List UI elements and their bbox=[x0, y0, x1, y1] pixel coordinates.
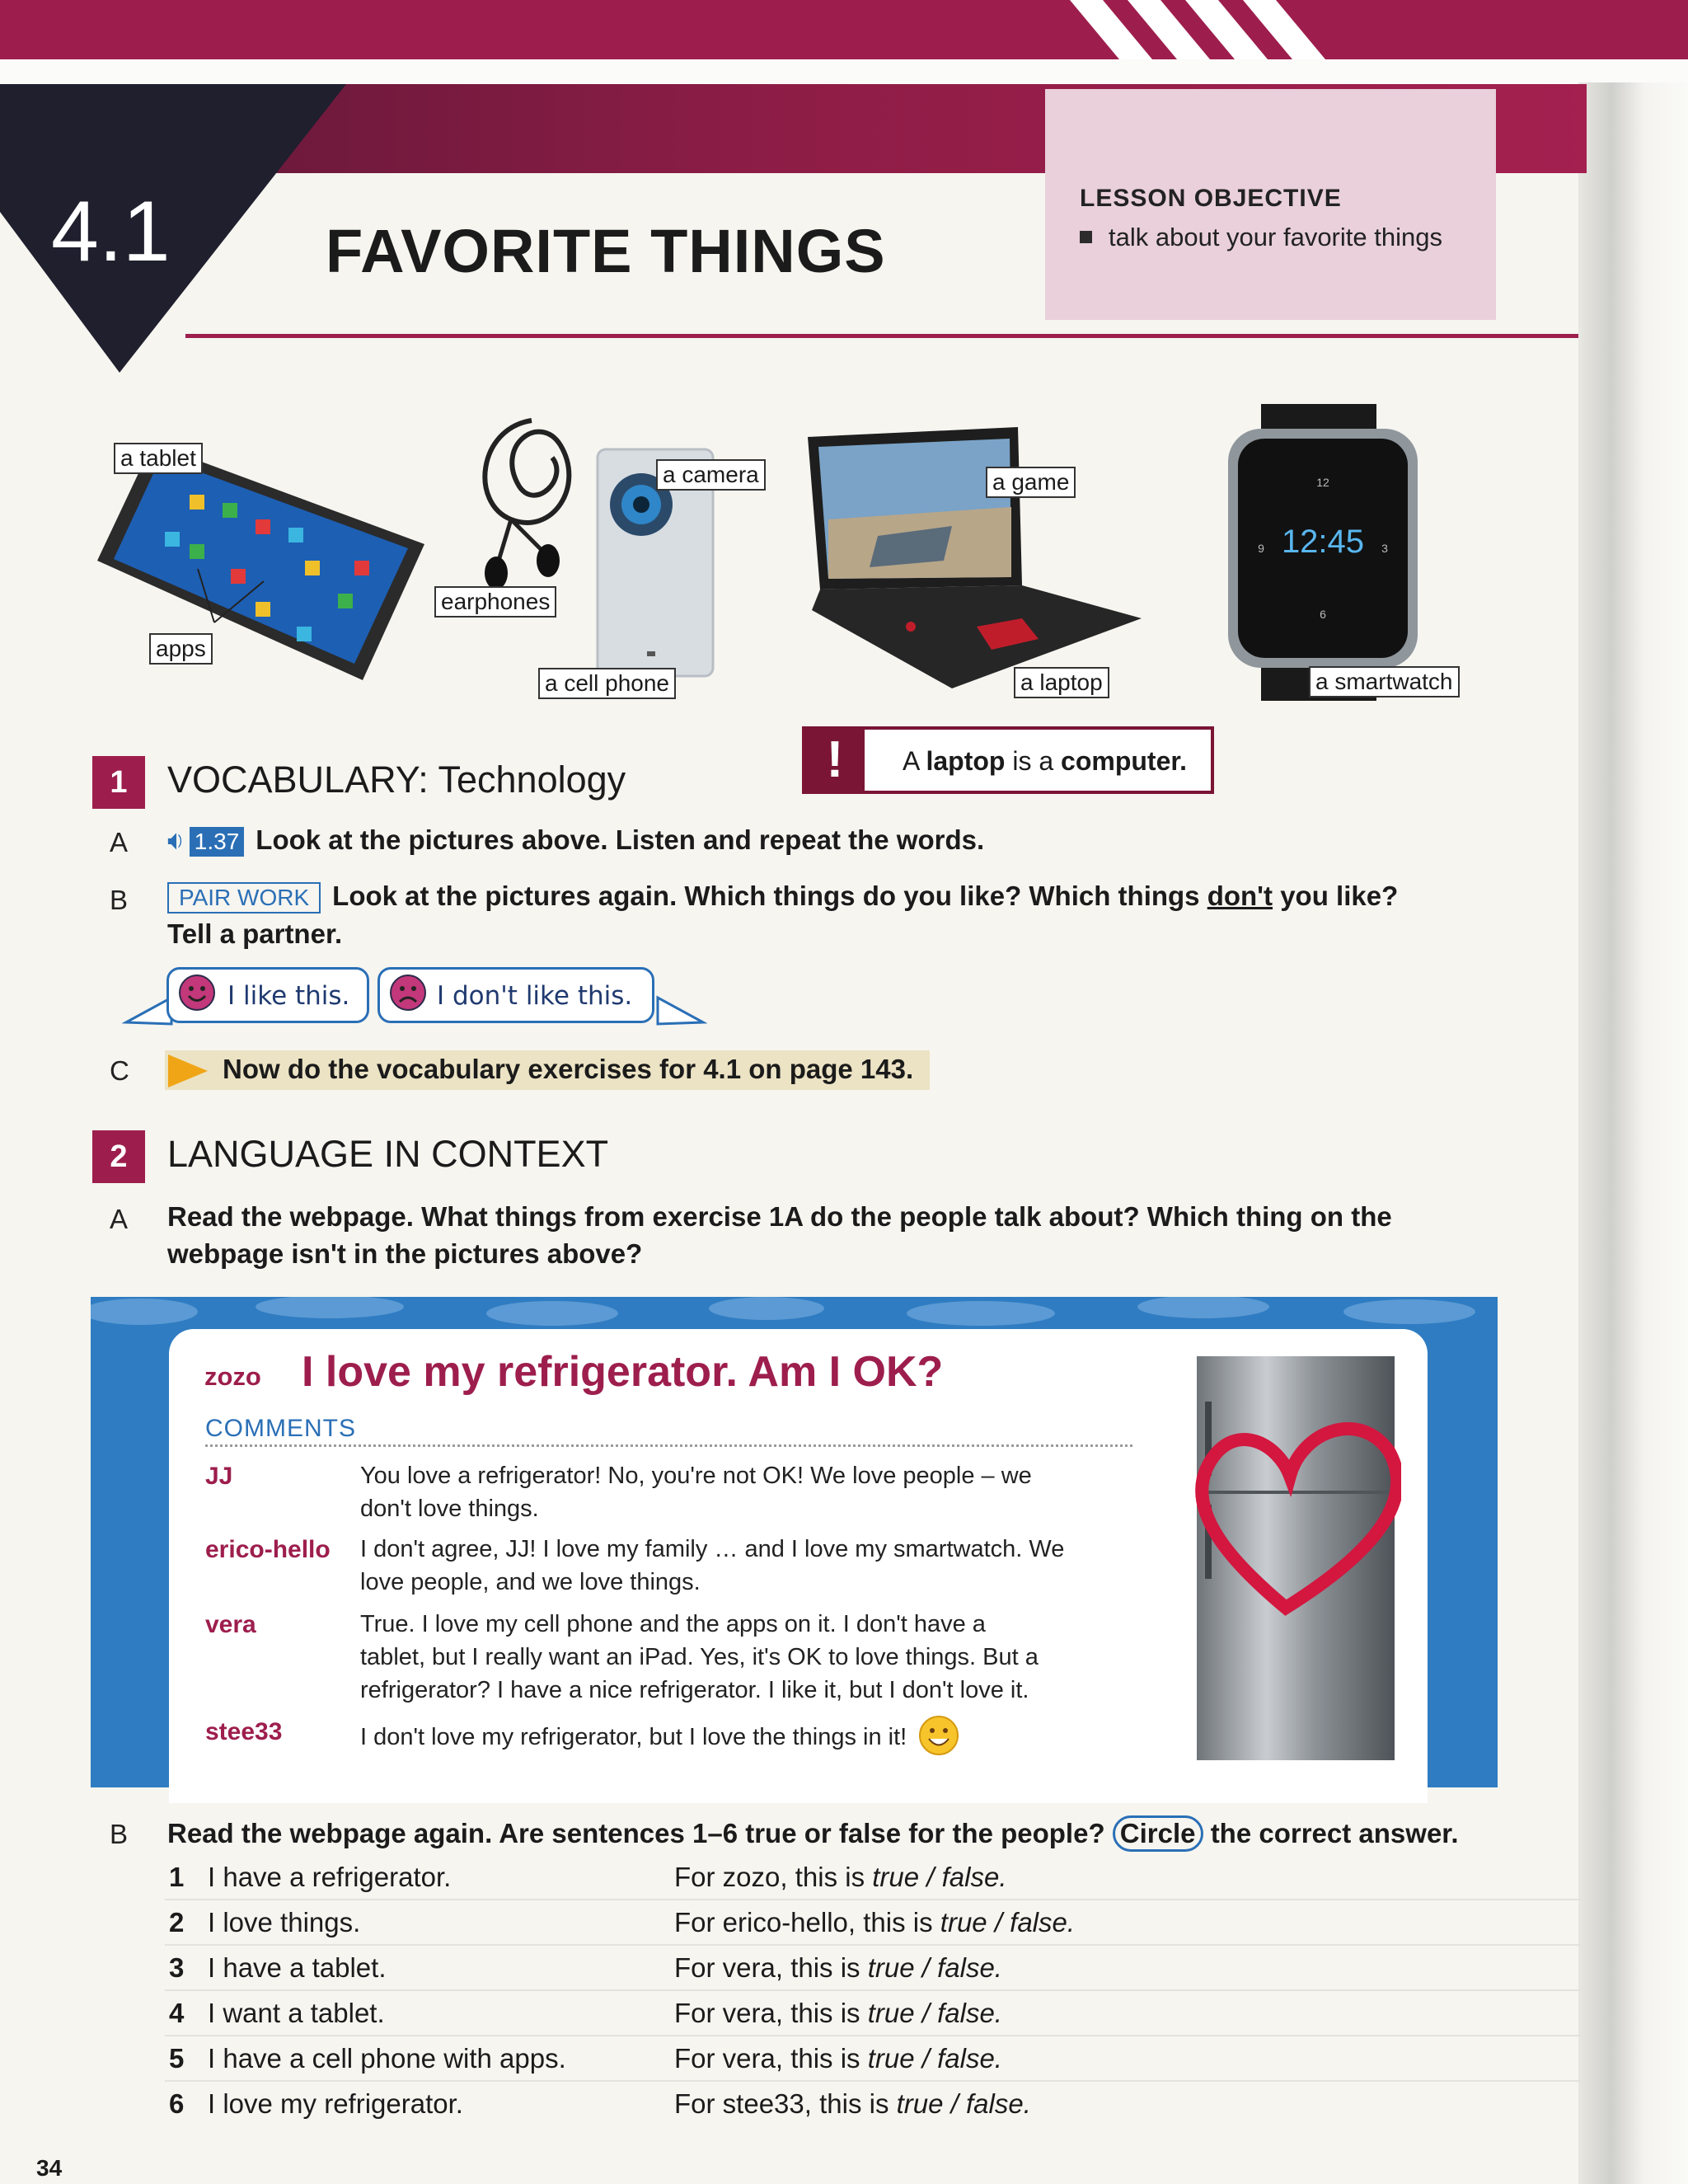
section-title-vocabulary: VOCABULARY: Technology bbox=[167, 759, 626, 801]
item-number: 6 bbox=[169, 2088, 185, 2119]
post-title: I love my refrigerator. Am I OK? bbox=[302, 1348, 944, 1396]
svg-text:12: 12 bbox=[1316, 476, 1329, 489]
smiley-icon bbox=[918, 1715, 959, 1756]
item-answer[interactable]: For vera, this is true / false. bbox=[674, 1952, 1002, 1983]
item-sentence: I love things. bbox=[208, 1907, 361, 1937]
top-edge bbox=[0, 59, 1688, 84]
exercise-letter-1a: A bbox=[110, 827, 129, 857]
exercise-1b-line2: Tell a partner. bbox=[167, 918, 343, 949]
lesson-objective-text: talk about your favorite things bbox=[1109, 223, 1442, 251]
comment-author: vera bbox=[205, 1611, 256, 1638]
row-divider bbox=[165, 1899, 1582, 1900]
play-arrow-icon[interactable] bbox=[168, 1054, 208, 1087]
item-answer[interactable]: For stee33, this is true / false. bbox=[674, 2088, 1031, 2119]
item-sentence: I love my refrigerator. bbox=[208, 2088, 463, 2119]
book-gutter bbox=[1578, 82, 1688, 2184]
comment-text: You love a refrigerator! No, you're not OK! We love people – we don't love things. bbox=[360, 1463, 1032, 1522]
section-number-2: 2 bbox=[92, 1130, 145, 1183]
tablet-image bbox=[91, 437, 437, 684]
comment-author: JJ bbox=[205, 1463, 233, 1490]
page-number: 34 bbox=[36, 2155, 63, 2181]
item-sentence: I have a refrigerator. bbox=[208, 1862, 452, 1892]
item-sentence: I have a cell phone with apps. bbox=[208, 2043, 566, 2074]
lesson-objective-label: LESSON OBJECTIVE bbox=[1080, 185, 1342, 212]
exercise-1a-text: Look at the pictures above. Listen and repeat the words. bbox=[256, 824, 985, 855]
svg-text:3: 3 bbox=[1381, 542, 1388, 555]
comment-author: stee33 bbox=[205, 1718, 283, 1745]
exercise-1b: PAIR WORK Look at the pictures again. Which things do you like? Which things don't you like? bbox=[167, 881, 1398, 914]
circle-word: Circle bbox=[1113, 1815, 1203, 1852]
bubble-dislike-text: I don't like this. bbox=[437, 981, 633, 1011]
post-author: zozo bbox=[204, 1362, 261, 1391]
square-bullet-icon bbox=[1080, 231, 1092, 243]
label-smartwatch: a smartwatch bbox=[1309, 666, 1460, 697]
note-box bbox=[802, 726, 1214, 794]
exercise-letter-1c: C bbox=[110, 1055, 129, 1086]
item-number: 4 bbox=[169, 1998, 185, 2028]
label-laptop: a laptop bbox=[1014, 667, 1109, 698]
smartwatch-image bbox=[1220, 404, 1426, 701]
item-number: 1 bbox=[169, 1862, 185, 1892]
row-divider bbox=[165, 2035, 1582, 2036]
item-answer[interactable]: For vera, this is true / false. bbox=[674, 1998, 1002, 2028]
exercise-letter-2b: B bbox=[110, 1819, 129, 1849]
item-sentence: I have a tablet. bbox=[208, 1952, 387, 1983]
lesson-objective-item bbox=[1080, 223, 1442, 252]
exercise-2a-line1: Read the webpage. What things from exercise 1A do the people talk about? Which thing on the bbox=[167, 1201, 1392, 1232]
pair-work-badge: PAIR WORK bbox=[167, 882, 321, 914]
laptop-image bbox=[804, 420, 1142, 693]
comment-text: True. I love my cell phone and the apps on it. I don't have a tablet, but I really want an iPad. Yes, it's OK to love things. But a refrigerator? I have a nice refrigerator. I like it, but I don't love it. bbox=[360, 1611, 1039, 1703]
row-divider bbox=[165, 2080, 1582, 2082]
label-game: a game bbox=[986, 467, 1076, 498]
item-number: 3 bbox=[169, 1952, 185, 1983]
label-apps: apps bbox=[149, 633, 213, 665]
comments-label: COMMENTS bbox=[205, 1415, 356, 1442]
exclamation-icon: ! bbox=[826, 731, 844, 788]
unit-title: FAVORITE THINGS bbox=[326, 217, 886, 285]
watch-time: 12:45 bbox=[1281, 524, 1365, 560]
bubble-like-text: I like this. bbox=[227, 981, 350, 1011]
item-number: 2 bbox=[169, 1907, 185, 1937]
section-number-1: 1 bbox=[92, 756, 145, 809]
row-divider bbox=[165, 1944, 1582, 1946]
speaker-icon[interactable]: 🔉︎ bbox=[167, 824, 185, 855]
top-banner bbox=[0, 0, 1688, 59]
item-answer[interactable]: For zozo, this is true / false. bbox=[674, 1862, 1007, 1892]
item-sentence: I want a tablet. bbox=[208, 1998, 385, 2028]
label-earphones: earphones bbox=[434, 586, 556, 618]
exercise-letter-2a: A bbox=[110, 1204, 129, 1234]
comment-author: erico-hello bbox=[205, 1536, 331, 1563]
refrigerator-image bbox=[1187, 1352, 1401, 1764]
label-tablet: a tablet bbox=[114, 443, 203, 474]
happy-face-icon bbox=[178, 974, 216, 1012]
banner-stripes bbox=[1070, 0, 1416, 59]
exercise-2b: Read the webpage again. Are sentences 1–6 true or false for the people? Circle the correct answer. bbox=[167, 1815, 1459, 1852]
comment-text: I don't agree, JJ! I love my family … and I love my smartwatch. We love people, and we love things. bbox=[360, 1536, 1065, 1595]
row-divider bbox=[165, 1989, 1582, 1991]
comment-text: I don't love my refrigerator, but I love the things in it! bbox=[360, 1715, 1127, 1756]
exercise-letter-1b: B bbox=[110, 885, 129, 915]
label-cell-phone: a cell phone bbox=[538, 668, 676, 699]
svg-text:9: 9 bbox=[1258, 542, 1264, 555]
sad-face-icon bbox=[389, 974, 427, 1012]
exercise-1a bbox=[167, 824, 984, 857]
exercise-2a-line2: webpage isn't in the pictures above? bbox=[167, 1238, 643, 1269]
note-text: A laptop is a computer. bbox=[903, 746, 1187, 776]
item-answer[interactable]: For erico-hello, this is true / false. bbox=[674, 1907, 1076, 1937]
earphones-image bbox=[462, 412, 602, 594]
item-number: 5 bbox=[169, 2043, 185, 2074]
comments-divider bbox=[205, 1444, 1132, 1447]
label-camera: a camera bbox=[656, 459, 766, 491]
svg-text:6: 6 bbox=[1320, 608, 1326, 621]
item-answer[interactable]: For vera, this is true / false. bbox=[674, 2043, 1002, 2074]
audio-track-badge[interactable]: 1.37 bbox=[190, 827, 245, 857]
title-rule bbox=[185, 334, 1578, 338]
exercise-1c-text: Now do the vocabulary exercises for 4.1 on page 143. bbox=[223, 1054, 914, 1084]
unit-number: 4.1 bbox=[51, 184, 171, 279]
section-title-language: LANGUAGE IN CONTEXT bbox=[167, 1133, 609, 1175]
